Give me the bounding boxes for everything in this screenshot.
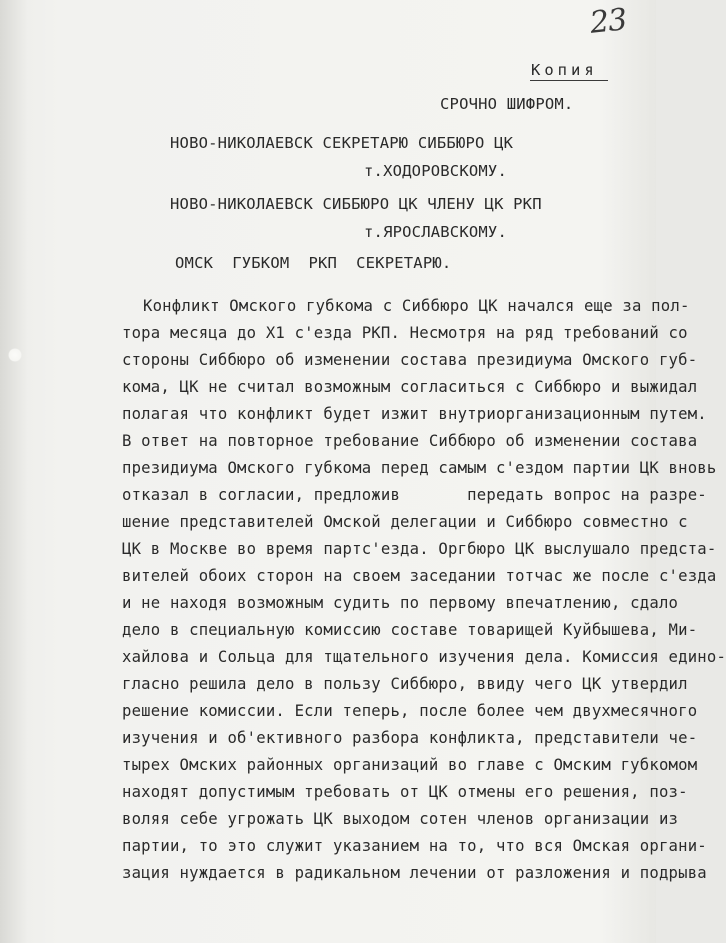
body-line: гласно решила дело в пользу Сиббюро, ввиду чего ЦК утвердил (122, 675, 688, 693)
addressee-line-1: НОВО-НИКОЛАЕВСК СЕКРЕТАРЮ СИББЮРО ЦК (170, 134, 514, 152)
copy-label: Копия (531, 61, 598, 79)
body-line: отказал в согласии, предложив передать вопрос на разре- (122, 486, 707, 504)
body-line: изучения и об'ективного разбора конфликта, представители че- (122, 729, 698, 747)
body-line: хайлова и Сольца для тщательного изучения дела. Комиссия едино- (122, 648, 726, 666)
body-line: зация нуждается в радикальном лечении от разложения и подрыва (122, 864, 707, 882)
addressee-line-4: т.ЯРОСЛАВСКОМУ. (364, 223, 507, 241)
body-line: дело в специальную комиссию составе товарищей Куйбышева, Ми- (122, 621, 698, 639)
body-line: находят допустимым требовать от ЦК отмены его решения, поз- (122, 783, 688, 801)
body-line: решение комиссии. Если теперь, после более чем двухмесячного (122, 702, 698, 720)
body-line: Конфликт Омского губкома с Сиббюро ЦК начался еще за пол- (143, 297, 690, 315)
body-line: полагая что конфликт будет изжит внутриорганизационным путем. (122, 405, 707, 423)
body-line: тырех Омских районных организаций во главе с Омским губкомом (122, 756, 698, 774)
body-line: президиума Омского губкома перед самым с'ездом партии ЦК вновь (122, 459, 717, 477)
addressee-line-3: НОВО-НИКОЛАЕВСК СИББЮРО ЦК ЧЛЕНУ ЦК РКП (170, 195, 542, 213)
body-line: стороны Сиббюро об изменении состава президиума Омского губ- (122, 351, 698, 369)
body-line: и не находя возможным судить по первому впечатлению, сдало (122, 594, 679, 612)
page-number: 23 (588, 2, 628, 41)
copy-underline (530, 80, 608, 81)
body-line: ЦК в Москве во время партс'езда. Оргбюро ЦК выслушало предста- (122, 540, 717, 558)
body-line: тора месяца до Х1 с'езда РКП. Несмотря на ряд требований со (122, 324, 688, 342)
addressee-line-2: т.ХОДОРОВСКОМУ. (364, 162, 507, 180)
urgency-note: СРОЧНО ШИФРОМ. (440, 95, 574, 113)
paper-crease (8, 348, 22, 362)
body-line: партии, то это служит указанием на то, что вся Омская органи- (122, 837, 707, 855)
addressee-line-5: ОМСК ГУБКОМ РКП СЕКРЕТАРЮ. (175, 254, 452, 272)
body-line: кома, ЦК не считал возможным согласиться с Сиббюро и выжидал (122, 378, 698, 396)
body-line: В ответ на повторное требование Сиббюро об изменении состава (122, 432, 698, 450)
body-line: шение представителей Омской делегации и Сиббюро совместно с (122, 513, 688, 531)
body-line: вителей обоих сторон на своем заседании тотчас же после с'езда (122, 567, 717, 585)
body-line: воляя себе угрожать ЦК выходом сотен членов организации из (122, 810, 679, 828)
